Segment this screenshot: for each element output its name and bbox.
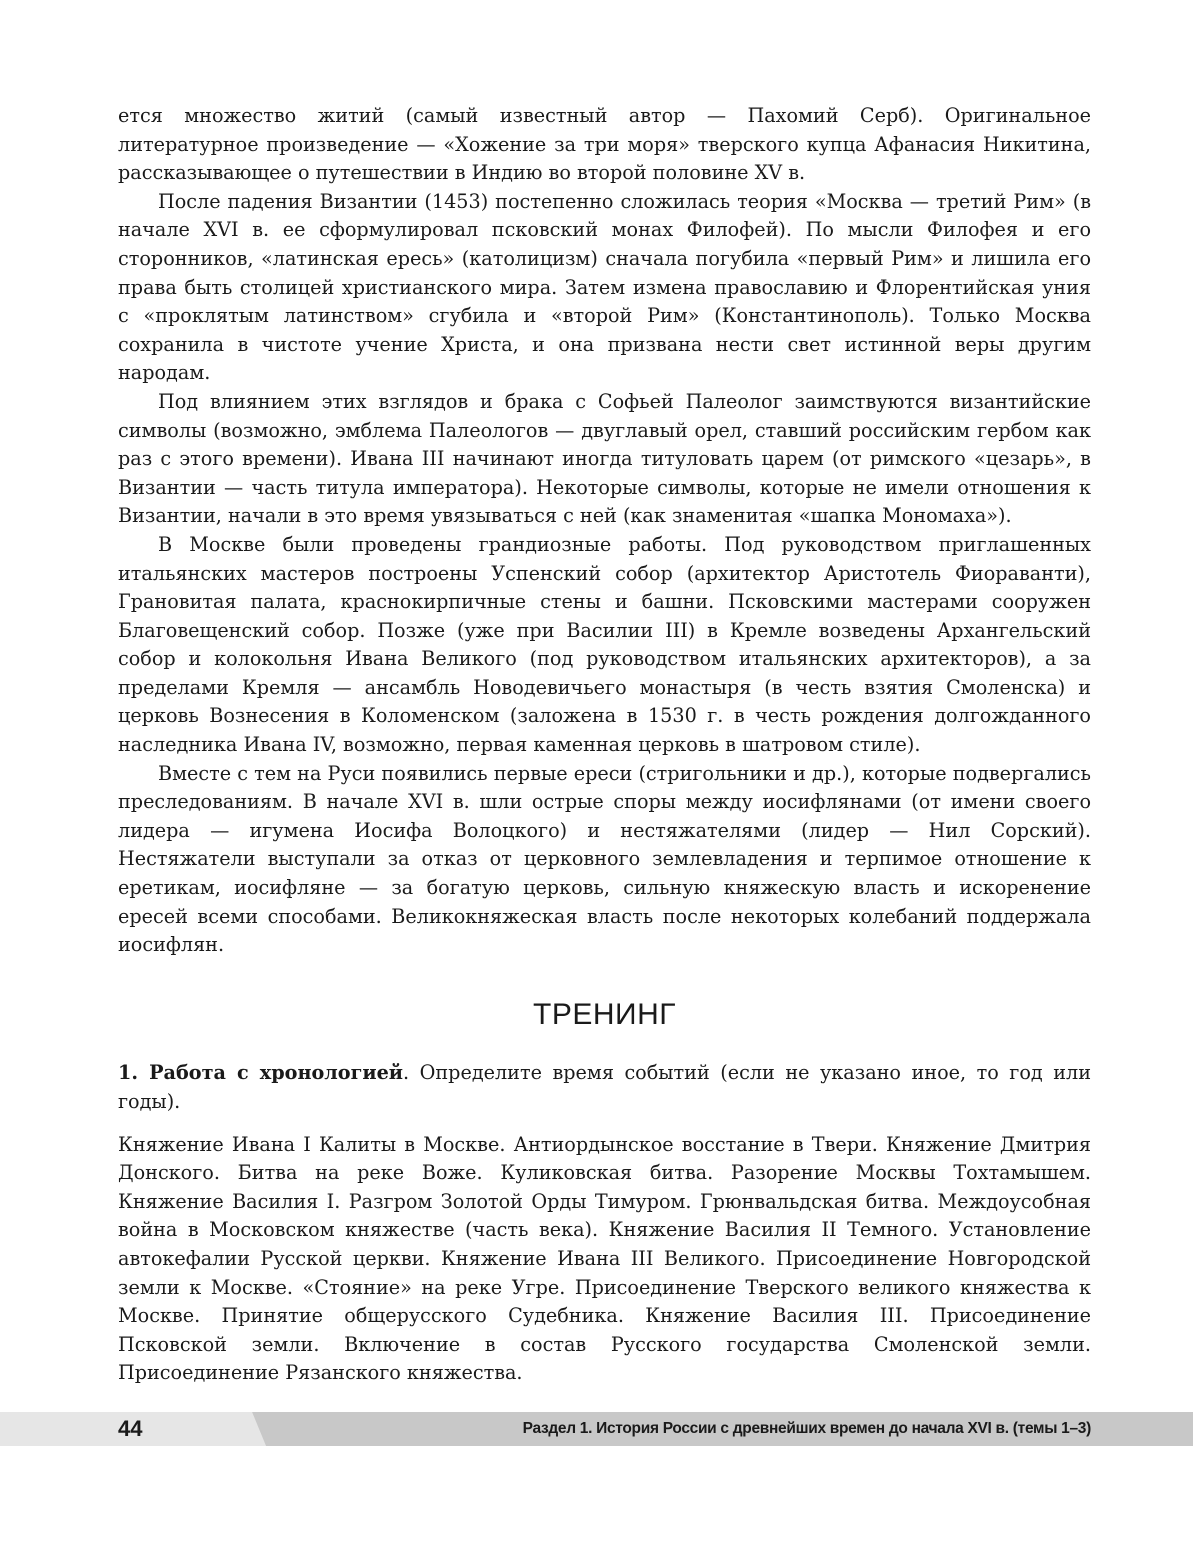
task-1-title: 1. Работа с хронологией <box>118 1061 404 1085</box>
running-head: Раздел 1. История России с древнейших времен до начала XVI в. (темы 1–3) <box>522 1420 1091 1437</box>
paragraph-heresies: Вместе с тем на Руси появились первые ереси (стригольники и др.), которые подвергались преследованиям. В начале XVI в. шли острые споры между иосифлянами (от имени своего лидера — игумена Иосифа Волоцкого) и нестяжателями (лидер — Нил Сорский). Нестяжатели выступали за отказ от церковного землевладения и терпимое отношение к еретикам, иосифляне — за богатую церковь, сильную княжескую власть и искоренение ересей всеми способами. Великокняжеская власть после некоторых колебаний поддержала иосифлян. <box>118 761 1091 957</box>
events-list: Княжение Ивана I Калиты в Москве. Антиордынское восстание в Твери. Княжение Дмитрия Донского. Битва на реке Воже. Куликовская битва. Разорение Москвы Тохтамышем. Княжение Василия I. Разгром Золотой Орды Тимуром. Грюнвальдская битва. Междоусобная война в Московском княжестве (часть века). Княжение Василия II Темного. Установление автокефалии Русской церкви. Княжение Ивана III Великого. Присоединение Новгородской земли к Москве. «Стояние» на реке Угре. Присоединение Тверского великого княжества к Москве. Принятие общерусского Судебника. Княжение Василия III. Присоединение Псковской земли. Включение в состав Русского государства Смоленской земли. Присоединение Рязанского княжества. <box>118 1132 1091 1385</box>
page-content <box>118 102 1091 1388</box>
task-1 <box>118 1059 1091 1116</box>
paragraph-continued: ется множество житий (самый известный автор — Пахомий Серб). Оригинальное литературное произведение — «Хожение за три моря» тверского купца Афанасия Никитина, рассказывающее о путешествии в Индию во второй половине XV в. <box>118 104 1091 185</box>
page-footer <box>0 1412 1193 1446</box>
paragraph-moscow-construction: В Москве были проведены грандиозные работы. Под руководством приглашенных итальянских мастеров построены Успенский собор (архитектор Аристотель Фиораванти), Грановитая палата, краснокирпичные стены и башни. Псковскими мастерами сооружен Благовещенский собор. Позже (уже при Василии III) в Кремле возведены Архангельский собор и колокольня Ивана Великого (под руководством итальянских архитекторов), а за пределами Кремля — ансамбль Новодевичьего монастыря (в честь взятия Смоленска) и церковь Вознесения в Коломенском (заложена в 1530 г. в честь рождения долгожданного наследника Ивана IV, возможно, первая каменная церковь в шатровом стиле). <box>118 532 1091 757</box>
page-number: 44 <box>118 1416 143 1441</box>
paragraph-third-rome: После падения Византии (1453) постепенно сложилась теория «Москва — третий Рим» (в начале XVI в. ее сформулировал псковский монах Филофей). По мысли Филофея и его сторонников, «латинская ересь» (католицизм) сначала погубила «первый Рим» и лишила его права быть столицей христианского мира. Затем измена православию и Флорентийская уния с «проклятым латинством» сгубила и «второй Рим» (Константинополь). Только Москва сохранила в чистоте учение Христа, и она призвана нести свет истинной веры другим народам. <box>118 189 1091 385</box>
task-1-text: . Определите время событий (если не указано иное, то год или годы). <box>118 1061 1091 1113</box>
paragraph-byzantine-symbols: Под влиянием этих взглядов и брака с Софьей Палеолог заимствуются византийские символы (возможно, эмблема Палеологов — двуглавый орел, ставший российским гербом как раз с этого времени). Ивана III начинают иногда титуловать царем (от римского «цезарь», в Византии — часть титула императора). Некоторые символы, которые не имели отношения к Византии, начали в это время увязываться с ней (как знаменитая «шапка Мономаха»). <box>118 389 1091 528</box>
section-heading-training: ТРЕНИНГ <box>533 997 676 1031</box>
